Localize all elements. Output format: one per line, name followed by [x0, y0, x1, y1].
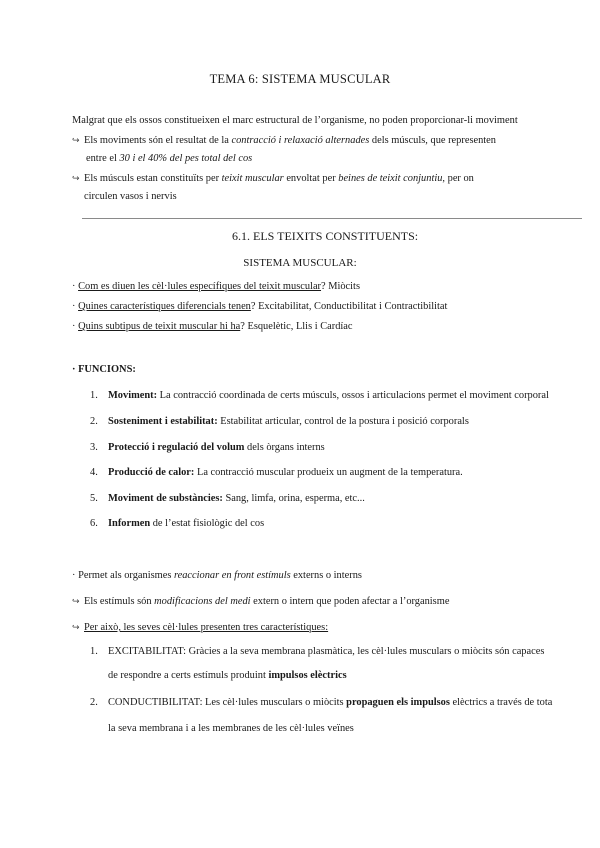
bullet-muscles-cont: circulen vasos i nervis — [84, 191, 177, 202]
arrow-bullet-icon: ↪ — [72, 136, 80, 146]
stimuli-characteristics: ↪ Per això, les seves cèl·lules presenten tres característiques: — [72, 622, 329, 633]
funcions-heading: · FUNCIONS: — [72, 364, 136, 375]
arrow-bullet-icon: ↪ — [72, 597, 80, 607]
arrow-bullet-icon: ↪ — [72, 623, 80, 633]
funcio-item: 6. Informen de l’estat fisiològic del cos — [90, 518, 265, 529]
funcio-item: 2. Sosteniment i estabilitat: Estabilitat articular, control de la postura i posició corporals — [90, 416, 469, 427]
section-divider — [82, 218, 582, 219]
question-3: · Quins subtipus de teixit muscular hi ha? Esquelètic, Llis i Cardíac — [72, 321, 353, 332]
characteristic-item: 2. CONDUCTIBILITAT: Les cèl·lules musculars o miòcits propaguen els impulsos elèctrics a través de tota — [90, 697, 553, 708]
section-heading: 6.1. ELS TEIXITS CONSTITUENTS: — [232, 229, 419, 243]
question-1: · Com es diuen les cèl·lules específiques del teixit muscular? Miòcits — [72, 281, 360, 292]
characteristic-item: 1. EXCITABILITAT: Gràcies a la seva membrana plasmàtica, les cèl·lules musculars o miòcits són capaces — [90, 646, 545, 657]
arrow-bullet-icon: ↪ — [72, 174, 80, 184]
bullet-moviments-cont: entre el 30 i el 40% del pes total del cos — [86, 153, 253, 164]
bullet-moviments: ↪ Els moviments són el resultat de la contracció i relaxació alternades dels músculs, que representen — [72, 135, 496, 146]
bullet-muscles: ↪ Els músculs estan constituïts per teixit muscular envoltat per beines de teixit conjuntiu, per on — [72, 173, 474, 184]
section-subheading: SISTEMA MUSCULAR: — [243, 257, 357, 269]
page-title: TEMA 6: SISTEMA MUSCULAR — [209, 72, 391, 86]
funcio-item: 5. Moviment de substàncies: Sang, limfa, orina, esperma, etc... — [90, 493, 365, 504]
characteristic-item-cont: la seva membrana i a les membranes de les cèl·lules veïnes — [108, 723, 354, 734]
funcio-item: 3. Protecció i regulació del volum dels òrgans interns — [90, 442, 325, 453]
stimuli-definition: ↪ Els estímuls són modificacions del medi extern o intern que poden afectar a l’organisme — [72, 596, 450, 607]
characteristic-item-cont: de respondre a certs estímuls produint impulsos elèctrics — [108, 670, 347, 681]
funcio-item: 4. Producció de calor: La contracció muscular produeix un augment de la temperatura. — [90, 467, 463, 478]
funcio-item: 1. Moviment: La contracció coordinada de certs músculs, ossos i articulacions permet el moviment corporal — [90, 390, 549, 401]
intro-line: Malgrat que els ossos constitueixen el marc estructural de l’organisme, no poden proporcionar-li moviment — [72, 115, 518, 126]
stimuli-line: · Permet als organismes reaccionar en front estímuls externs o interns — [72, 570, 362, 581]
question-2: · Quines característiques diferencials tenen? Excitabilitat, Conductibilitat i Contractibilitat — [72, 301, 448, 312]
